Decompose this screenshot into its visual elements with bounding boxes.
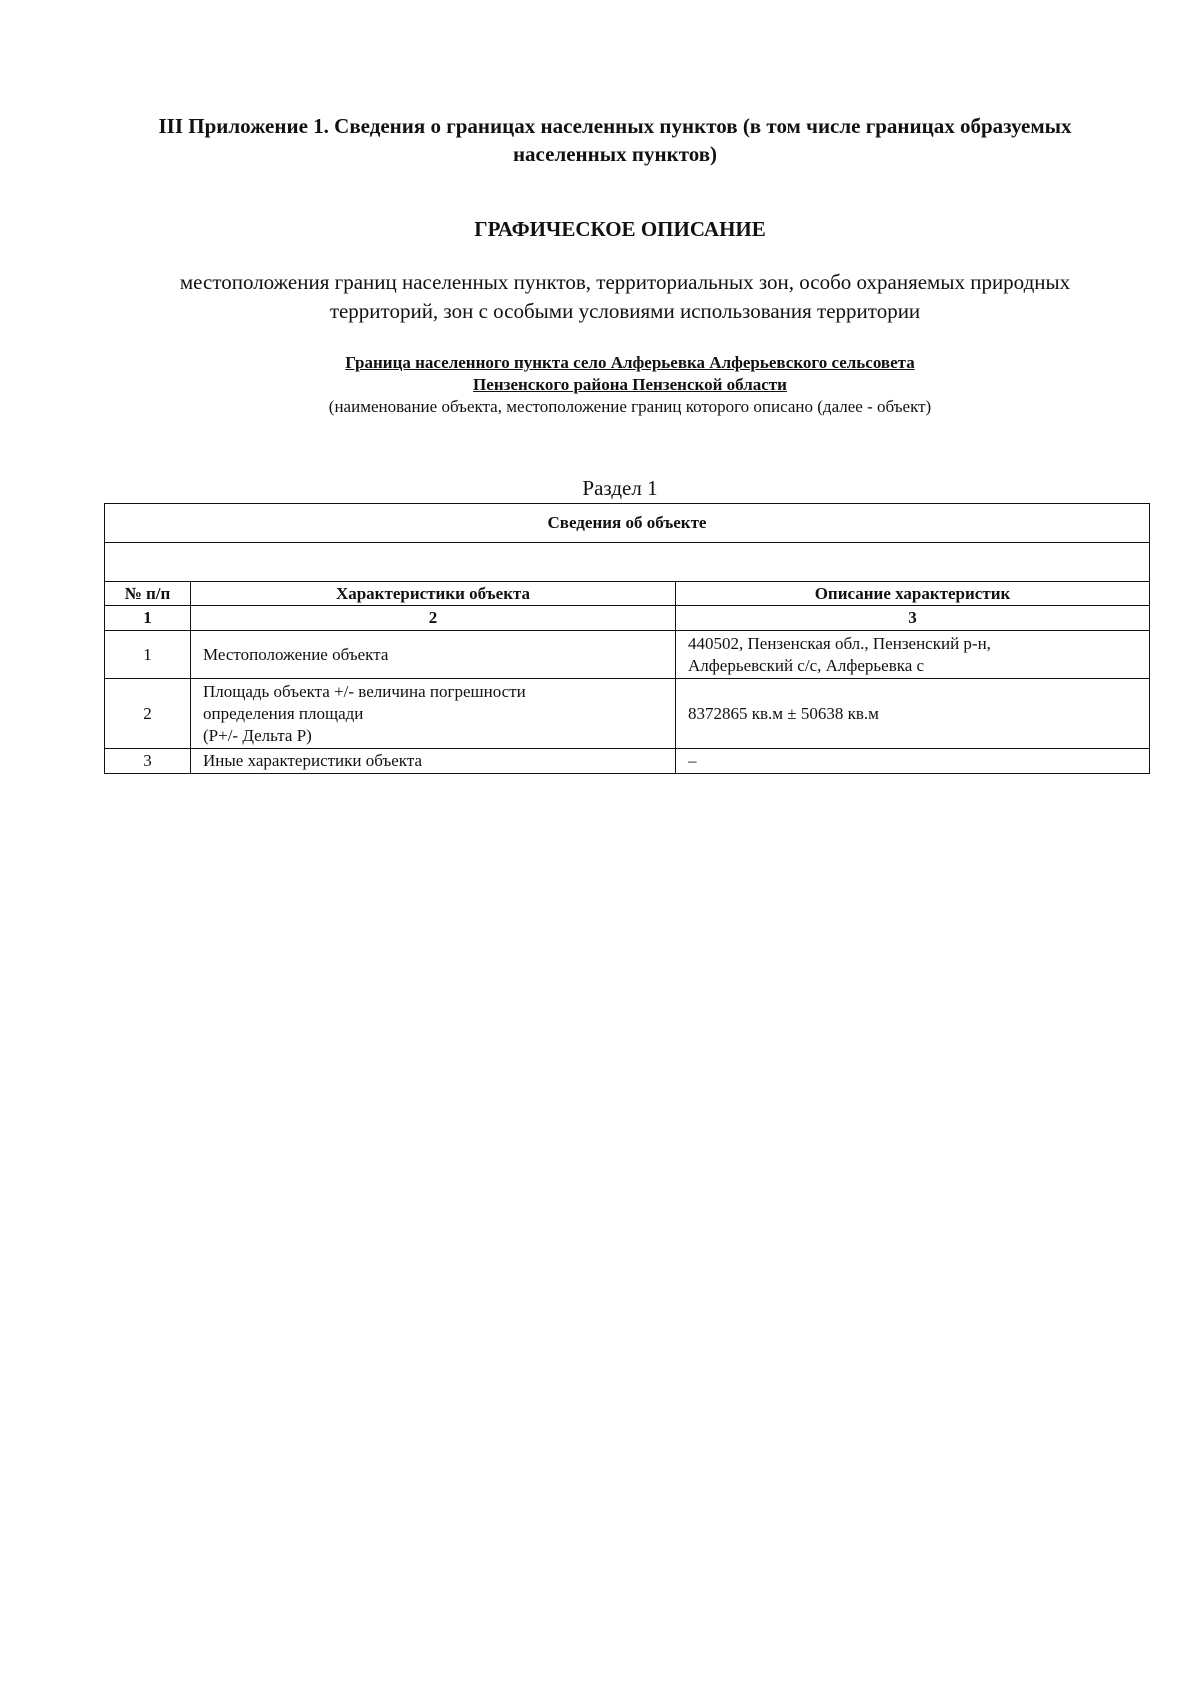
object-info-table [104,503,1150,774]
row-description [676,631,1150,679]
column-number-3: 3 [676,606,1150,631]
table-row [105,631,1150,679]
document-purpose-line2: территорий, зон с особыми условиями использования территории [329,299,921,323]
document-purpose-line1: местоположения границ населенных пунктов, территориальных зон, особо охраняемых природных [179,270,1071,294]
row-characteristic-line: (P+/- Дельта P) [203,725,312,745]
row-characteristic [191,631,676,679]
table-column-numbers-row [105,606,1150,631]
row-number: 3 [105,749,191,774]
object-name-line1: Граница населенного пункта село Алферьевка Алферьевского сельсовета [345,353,915,372]
row-description-line: 440502, Пензенская обл., Пензенский р-н, [688,633,991,653]
row-description-line: – [688,751,697,770]
column-number-1: 1 [105,606,191,631]
column-header-description: Описание характеристик [676,582,1150,606]
section-label: Раздел 1 [582,476,658,500]
column-header-number: № п/п [105,582,191,606]
row-description-line: 8372865 кв.м ± 50638 кв.м [688,703,879,723]
row-characteristic-line: Площадь объекта +/- величина погрешности [203,681,526,701]
row-description-line: Алферьевский с/с, Алферьевка с [688,655,925,675]
column-header-characteristic: Характеристики объекта [191,582,676,606]
row-characteristic-line: определения площади [203,703,364,723]
document-type-heading: ГРАФИЧЕСКОЕ ОПИСАНИЕ [474,217,766,241]
row-characteristic [191,679,676,749]
object-name [160,352,1100,396]
table-title: Сведения об объекте [105,504,1150,543]
table-row [105,749,1150,774]
object-caption: (наименование объекта, местоположение границ которого описано (далее - объект) [328,397,932,416]
row-number: 2 [105,679,191,749]
document-purpose [100,268,1150,326]
row-characteristic-line: Иные характеристики объекта [203,751,423,770]
row-description [676,679,1150,749]
row-description [676,749,1150,774]
row-characteristic-line: Местоположение объекта [203,644,389,664]
row-number: 1 [105,631,191,679]
object-name-line2: Пензенского района Пензенской области [473,375,787,394]
row-characteristic [191,749,676,774]
table-empty-row [105,543,1150,582]
appendix-title [80,112,1150,168]
table-header-row [105,582,1150,606]
appendix-title-line2: населенных пунктов) [512,142,718,166]
table-row [105,679,1150,749]
appendix-title-line1: III Приложение 1. Сведения о границах населенных пунктов (в том числе границах образуемых [158,114,1072,138]
column-number-2: 2 [191,606,676,631]
